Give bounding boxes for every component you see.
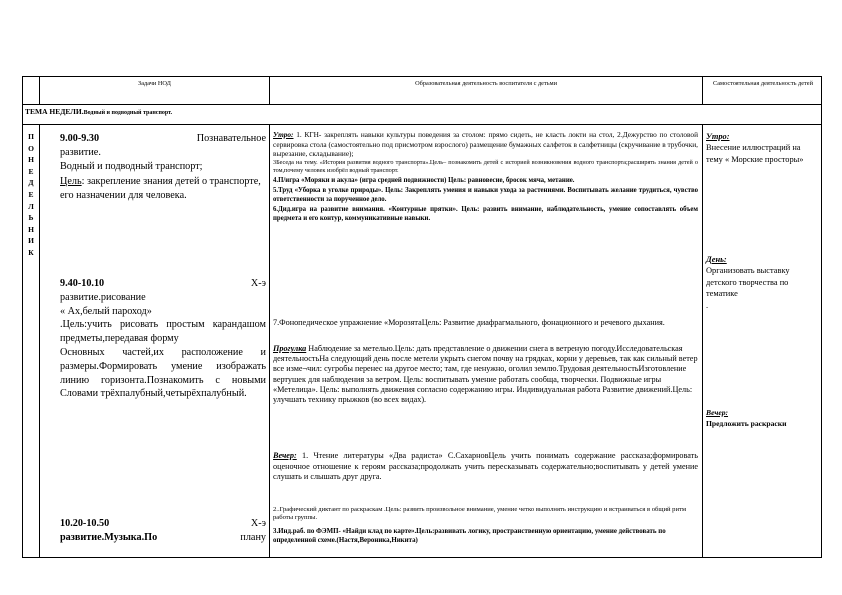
nod-3-time: 10.20-10.50 [60,518,110,529]
header-tasks: Задачи НОД [138,80,171,87]
activity-morning-label: Утро: [273,130,294,139]
independent-morning-label: Утро: [706,132,730,141]
nod-block-2: 9.40-10.10 Х-э развитие.рисование « Ах,белый пароход» .Цель:учить рисовать простым карандашом предметы,передавая форму Основных частей,их расположение и размеры.Формировать умение изображать линию горизонта.Познакомить с новыми Словами трёхпалубный,четырёхпалубный. [60,278,266,400]
day-letter: Ь [28,213,34,223]
theme-row [25,107,815,118]
independent-day [706,254,818,311]
activity-e2: 2..Графический диктант по раскраскам .Цель: развить произвольное внимание, умение четко выполнять инструкцию и встраиваться в общий ритм работы группы. [273,506,687,522]
nod-1-subject-b: развитие. [60,147,101,159]
nod-2-goal: .Цель:учить рисовать простым карандашом предметы,передавая форму [60,319,266,345]
day-letter: К [28,247,34,257]
theme-value: Водный и подводный транспорт. [83,110,173,116]
activity-evening-text: 1. Чтение литературы «Два радиста» С.СахарновЦель учить понимать содержание рассказа;формировать оценочное отношение к героям рассказа;продолжать учить пересказывать содержательно;воспитывать у детей умение слушать и слышать друг друга. [273,451,698,482]
independent-day-dot: . [706,300,709,310]
nod-1-topic: Водный и подводный транспорт; [60,161,203,173]
nod-block-1 [60,132,266,203]
activity-evening-label: Вечер: [273,451,297,460]
day-of-week [23,131,39,259]
activity-walk [273,344,698,405]
activity-p7: 7.Фонопедическое упражнение «МорозятаЦель: Развитие диафрагмального, фонационного и речевого дыхания. [273,318,665,327]
nod-1-goal: Цель: закрепление знания детей о транспорте, его назначении для человека. [60,175,261,201]
independent-evening-text: Предложить раскраски [706,419,787,428]
day-letter: Е [28,166,34,176]
header-activity: Образовательная деятельность воспитателя с детьми [415,80,557,87]
activity-walk-label: Прогулка [273,344,307,353]
independent-evening-label: Вечер: [706,408,729,417]
nod-2-topic: « Ах,белый пароход» [60,305,152,317]
activity-morning [273,130,698,224]
nod-2-goal-cont: Основных частей,их расположение и размеры.Формировать умение изображать линию горизонта.Познакомить с новыми Словами трёхпалубный,четырёхпалубный. [60,346,266,400]
day-letter: О [28,143,34,153]
activity-p6: 6.Дид.игра на развитие внимания. «Контурные прятки». Цель: развить внимание, наблюдательность, умение сопоставлять объем предмета и его контур, коммуникативные навыки. [273,205,698,223]
day-letter: П [28,132,34,141]
nod-block-3: 10.20-10.50 Х-э развитие.Музыка.По плану [60,518,266,543]
day-letter: Л [28,201,34,211]
independent-day-label: День: [706,255,727,264]
nod-1-time: 9.00-9.30 [60,133,100,144]
independent-evening [706,407,818,429]
activity-e3: 3.Инд.раб. по ФЭМП- «Найди клад по карте».Цель:развивать логику, пространственную ориентацию, умение действовать по определенной схеме.(Настя,Вероника,Никита) [273,528,666,545]
activity-p5: 5.Труд «Уборка в уголке природы». Цель: Закреплять умения и навыки ухода за растениями. Воспитывать желание трудиться, чувство ответственности за порученное дело. [273,186,698,204]
day-letter: И [28,236,34,246]
activity-evening [273,451,698,483]
activity-walk-text: Наблюдение за метелью.Цель: дать представление о движении снега в ветреную погоду.Исследовательская деятельностьНа следующий день после метели укрыть снегом почву на грядках, корни у деревьев, так как сильный ветер все изме¬чил: сугробы перенес на другое место; там, где ненужно, оголил землю.Трудовая деятельностьИзготовление вертушек для наблюдения за ветром. Цель: воспитывать умение работать сообща, творчески. Подвижные игры «Метелица». Цель: выполнять движения согласно содержанию игры. Индивидуальная работа Развитие движений.Цель: улучшать технику прыжков (во всех видах). [273,344,698,405]
day-letter: Д [28,178,34,188]
nod-1-subject-a: Познавательное [196,133,266,144]
activity-p4: 4.П/игра «Моряки и акула» (игра средней подвижности) Цель: равновесие, бросок мяча, метание. [273,176,575,184]
activity-p1: 1. КГН- закреплять навыки культуры поведения за столом: прямо сидеть, не класть локти на стол, 2.Дежурство по столовой сервировка стола (самостоятельно под присмотром взрослого) размещение бумажных салфеток в салфетницы (скручивание в трубочки, вырезание, складывание); [273,130,698,159]
independent-day-text: Организовать выставку детского творчества по тематике [706,266,790,299]
day-letter: Е [28,189,34,199]
day-letter: Н [28,224,34,234]
day-letter: Н [28,155,34,165]
activity-p3: 3Беседа на тему. «История развития водного транспорта».Цель– познакомить детей с историей возникновения водного транспорта;расширять знания детей о том,почему человек изобрёл водный транспорт. [273,158,698,175]
nod-2-time: 9.40-10.10 [60,278,105,289]
independent-morning-text: Внесение иллюстраций на тему « Морские просторы» [706,143,804,164]
nod-2-subject: развитие.рисование [60,291,146,303]
header-independent: Самостоятельная деятельность детей [713,80,813,87]
independent-morning [706,131,818,165]
theme-label: ТЕМА НЕДЕЛИ. [25,107,84,116]
